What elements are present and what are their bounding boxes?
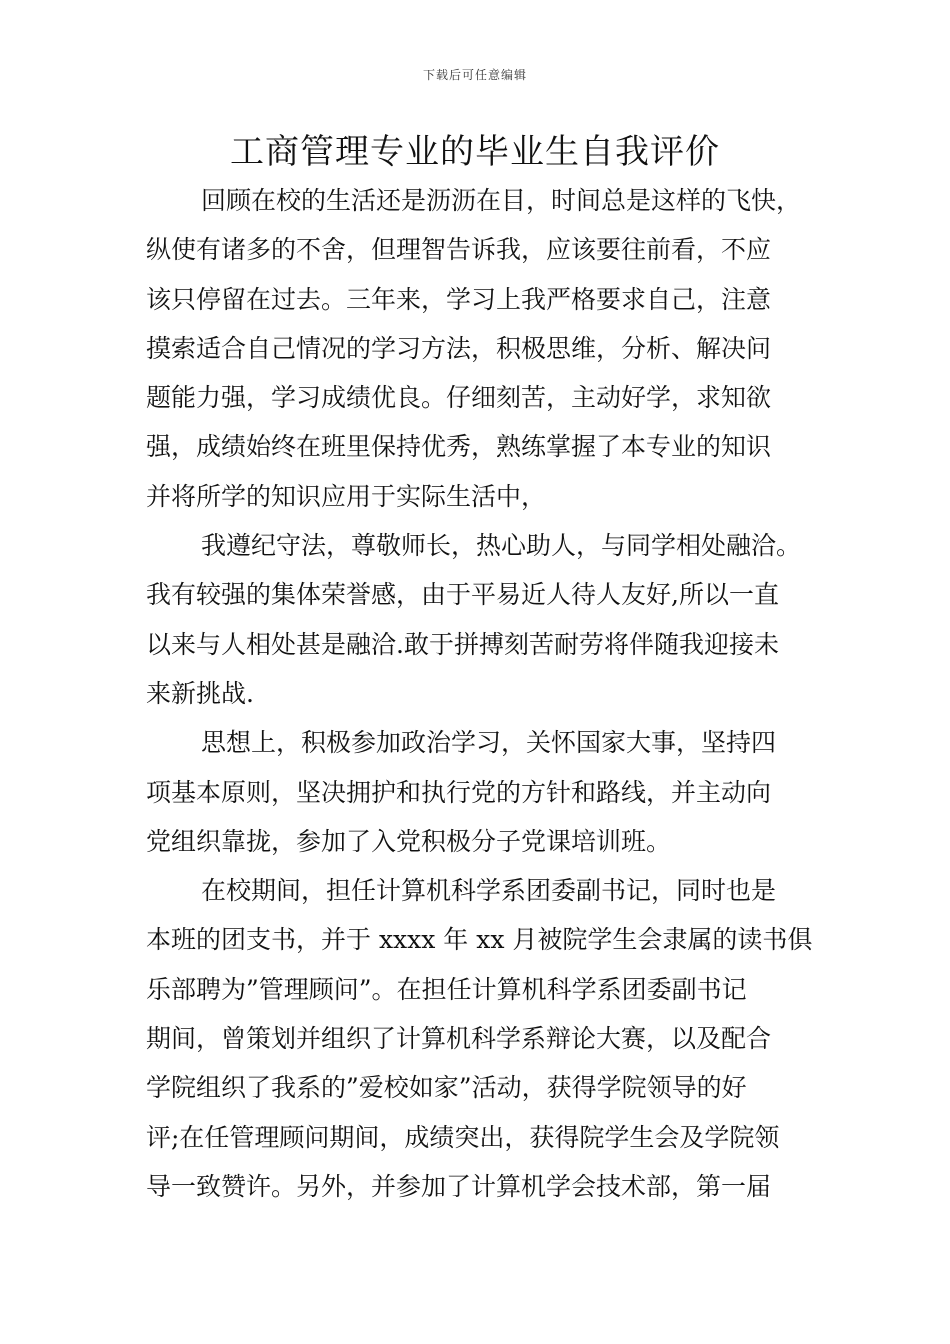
body-line: 党组织靠拢，参加了入党积极分子党课培训班。: [146, 826, 672, 856]
header-note: 下载后可任意编辑: [422, 68, 527, 82]
body-line: 题能力强，学习成绩优良。仔细刻苦，主动好学，求知欲: [146, 383, 772, 413]
body-line: 在校期间，担任计算机科学系团委副书记，同时也是: [201, 876, 777, 906]
body-line: 以来与人相处甚是融洽.敢于拼搏刻苦耐劳将伴随我迎接未: [146, 629, 779, 659]
body-line: 期间，曾策划并组织了计算机科学系辩论大赛，以及配合: [146, 1024, 772, 1054]
body-line: 思想上，积极参加政治学习，关怀国家大事，坚持四: [201, 728, 777, 758]
body-line: 本班的团支书，并于 xxxx 年 xx 月被院学生会隶属的读书俱: [146, 925, 813, 955]
document-body: [146, 176, 836, 1211]
body-line: 摸索适合自己情况的学习方法，积极思维，分析、解决问: [146, 333, 772, 363]
body-line: 学院组织了我系的”爱校如家”活动，获得学院领导的好: [146, 1073, 747, 1103]
body-line: 我遵纪守法，尊敬师长，热心助人，与同学相处融洽。: [201, 531, 802, 561]
body-line: 该只停留在过去。三年来，学习上我严格要求自己，注意: [146, 284, 772, 314]
body-line: 强，成绩始终在班里保持优秀，熟练掌握了本专业的知识: [146, 432, 772, 462]
body-line: 项基本原则，坚决拥护和执行党的方针和路线，并主动向: [146, 777, 772, 807]
body-line: 评;在任管理顾问期间，成绩突出，获得院学生会及学院领: [146, 1122, 780, 1152]
body-line: 纵使有诸多的不舍，但理智告诉我，应该要往前看，不应: [146, 235, 772, 265]
body-line: 并将所学的知识应用于实际生活中，: [146, 481, 547, 511]
body-line: 来新挑战.: [146, 678, 254, 708]
body-line: 导一致赞许。另外，并参加了计算机学会技术部，第一届: [146, 1171, 772, 1201]
body-line: 我有较强的集体荣誉感，由于平易近人待人友好,所以一直: [146, 580, 779, 610]
body-line: 乐部聘为”管理顾问”。在担任计算机科学系团委副书记: [146, 974, 747, 1004]
body-line: 回顾在校的生活还是沥沥在目，时间总是这样的飞快，: [201, 186, 802, 215]
document-title: 工商管理专业的毕业生自我评价: [230, 132, 720, 172]
